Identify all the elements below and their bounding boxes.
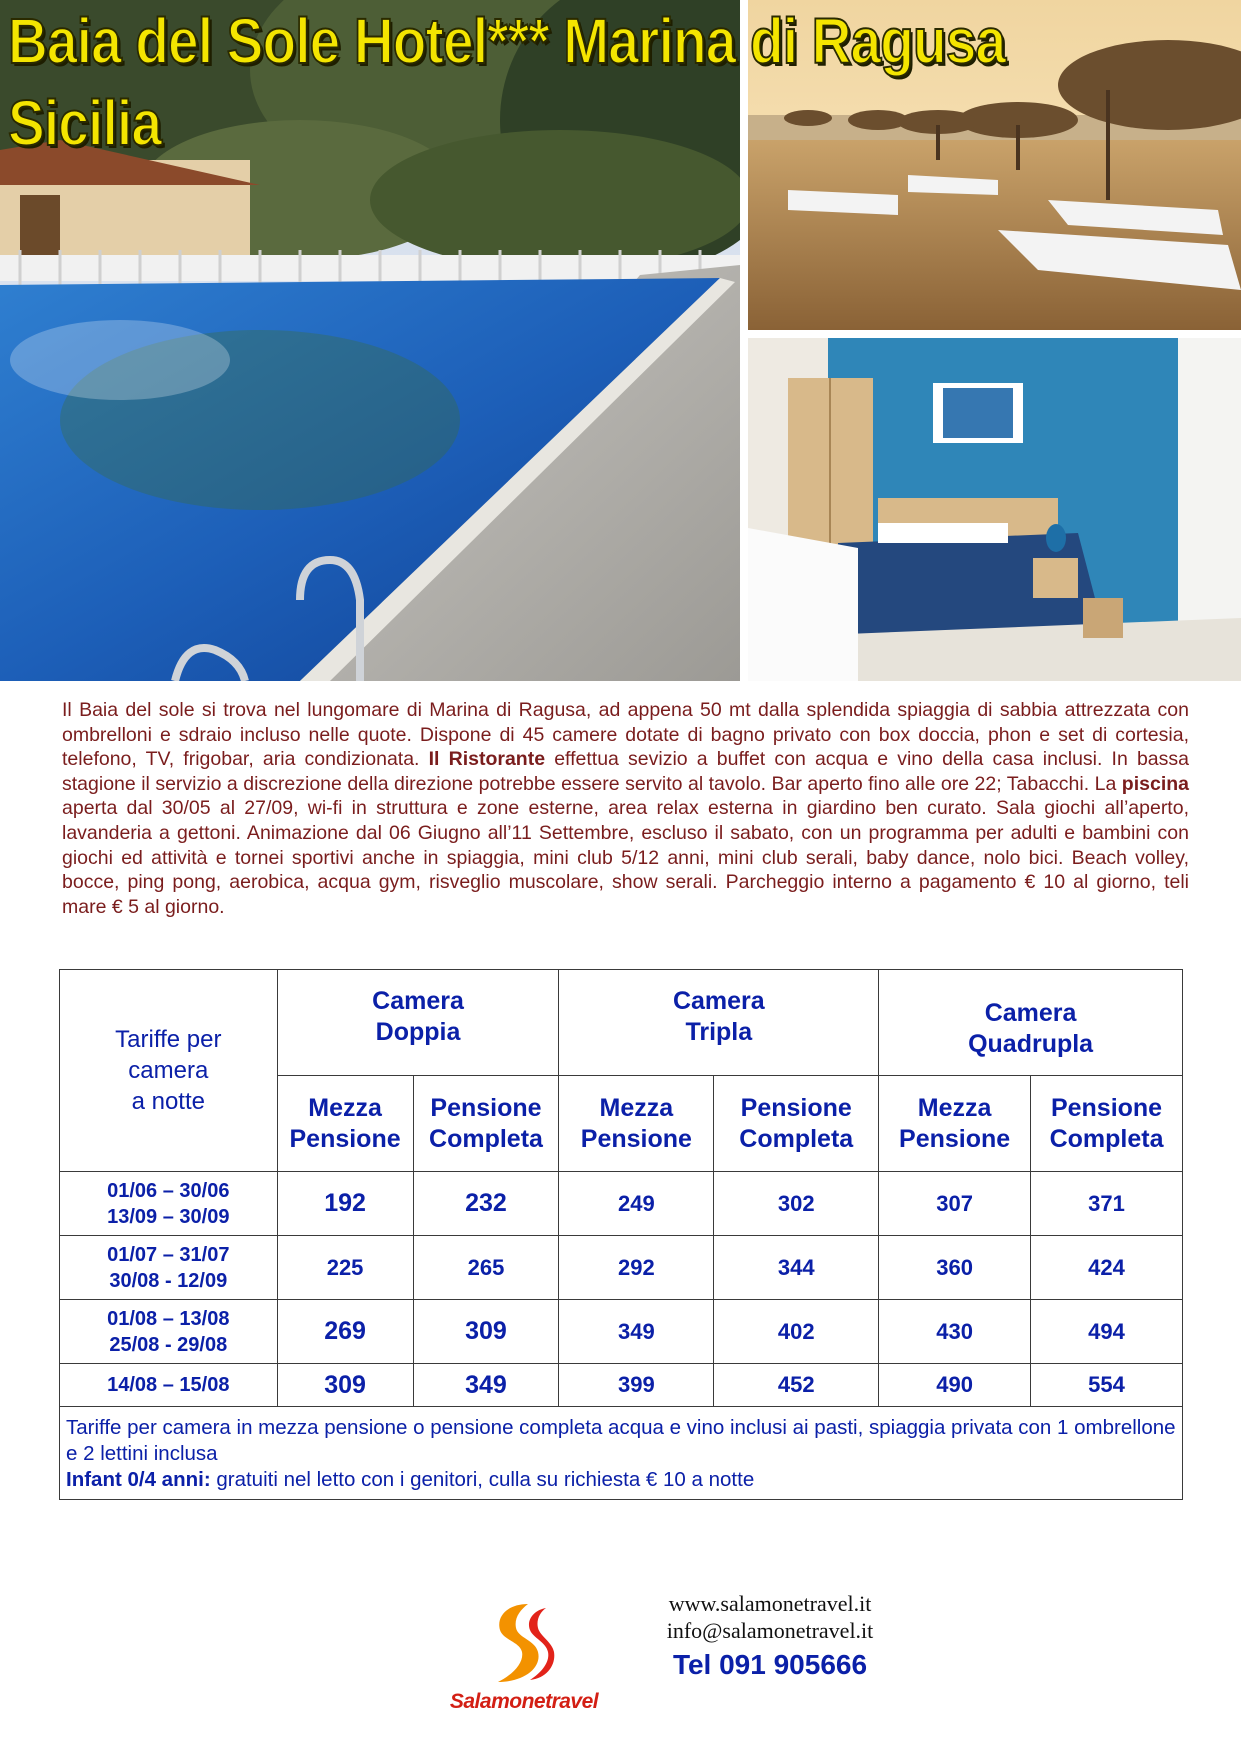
period-line: 01/06 – 30/06 bbox=[107, 1179, 230, 1202]
board-header-full bbox=[413, 1076, 559, 1172]
description-text-3: aperta dal 30/05 al 27/09, wi-fi in struttura e zone esterne, area relax esterna in giardino ben curato. Sala giochi all’aperto, lavanderia a gettoni. Animazione dal 06 Giugno all’11 Settembre, escluso il sabato, con un programma per adulti e bambini con giochi ed attività e tornei sportivi anche in spiaggia, mini club 5/12 anni, mini club serali, baby dance, nolo bici. Beach volley, bocce, ping pong, aerobica, acqua gym, risveglio muscolare, show serali. Parcheggio interno a pagamento € 10 al giorno, teli mare € 5 al giorno. bbox=[62, 797, 1189, 918]
room-header-line: Camera bbox=[372, 987, 464, 1015]
price-cell: 399 bbox=[559, 1364, 714, 1407]
price-cell: 360 bbox=[879, 1236, 1031, 1300]
price-cell: 402 bbox=[714, 1300, 879, 1364]
price-cell: 265 bbox=[413, 1236, 559, 1300]
price-cell: 371 bbox=[1031, 1172, 1183, 1236]
room-header-line: Doppia bbox=[375, 1018, 461, 1046]
price-cell: 349 bbox=[413, 1364, 559, 1407]
contact-block bbox=[600, 1590, 940, 1684]
board-header-line: Pensione bbox=[740, 1093, 852, 1122]
price-cell: 554 bbox=[1031, 1364, 1183, 1407]
email-link[interactable]: info@salamonetravel.it bbox=[666, 1618, 874, 1643]
room-header-double bbox=[277, 970, 559, 1076]
pool-highlight: piscina bbox=[1121, 772, 1189, 795]
board-header-line: Pensione bbox=[899, 1124, 1011, 1153]
rates-header-line: camera bbox=[128, 1057, 209, 1084]
price-cell: 192 bbox=[277, 1172, 413, 1236]
salamone-s-logo-icon bbox=[490, 1602, 556, 1686]
board-header-line: Completa bbox=[429, 1124, 543, 1153]
room-header-triple bbox=[559, 970, 879, 1076]
infant-label: Infant 0/4 anni: bbox=[66, 1468, 211, 1491]
hotel-description bbox=[62, 698, 1189, 919]
price-cell: 309 bbox=[413, 1300, 559, 1364]
period-cell: 14/08 – 15/08 bbox=[60, 1364, 278, 1407]
table-row bbox=[60, 1300, 1183, 1364]
price-cell: 349 bbox=[559, 1300, 714, 1364]
description-text-2: effettua sevizio a buffet con acqua e vino della casa inclusi. In bassa stagione il servizio a discrezione della direzione potrebbe essere servito al tavolo. Bar aperto fino alle ore 22; Tabacchi. La bbox=[62, 748, 1190, 795]
price-cell: 302 bbox=[714, 1172, 879, 1236]
phone-number[interactable]: Tel 091 905666 bbox=[672, 1649, 868, 1680]
room-header-line: Camera bbox=[672, 987, 765, 1015]
board-header-half bbox=[559, 1076, 714, 1172]
room-header-quadruple bbox=[879, 970, 1183, 1076]
price-cell: 494 bbox=[1031, 1300, 1183, 1364]
board-header-line: Pensione bbox=[1050, 1093, 1163, 1122]
board-header-half bbox=[277, 1076, 413, 1172]
description-text-1: Il Baia del sole si trova nel lungomare di Marina di Ragusa, ad appena 50 mt dalla splendida spiaggia di sabbia attrezzata con ombrelloni e sdraio incluso nelle quote. Dispone di 45 camere dotate di bagno privato con box doccia, phon e set di cortesia, telefono, TV, frigobar, aria condizionata. bbox=[62, 699, 1189, 771]
board-header-line: Mezza bbox=[308, 1093, 382, 1122]
room-header-line: Camera bbox=[984, 998, 1077, 1027]
price-cell: 344 bbox=[714, 1236, 879, 1300]
price-cell: 424 bbox=[1031, 1236, 1183, 1300]
board-header-half bbox=[879, 1076, 1031, 1172]
price-table bbox=[59, 969, 1183, 1500]
price-cell: 430 bbox=[879, 1300, 1031, 1364]
board-header-full bbox=[714, 1076, 879, 1172]
period-cell bbox=[60, 1300, 278, 1364]
room-photo bbox=[748, 338, 1241, 681]
brand-name: Salamonetravel bbox=[449, 1690, 599, 1713]
board-header-line: Completa bbox=[1049, 1124, 1164, 1153]
period-line: 30/08 - 12/09 bbox=[109, 1269, 228, 1292]
board-header-line: Mezza bbox=[599, 1093, 674, 1122]
period-line: 01/07 – 31/07 bbox=[107, 1243, 230, 1266]
board-header-full bbox=[1031, 1076, 1183, 1172]
room-header-line: Quadrupla bbox=[968, 1029, 1094, 1058]
notes-infant bbox=[66, 1467, 1176, 1493]
table-notes bbox=[60, 1407, 1183, 1500]
room-header-line: Tripla bbox=[685, 1018, 753, 1046]
board-header-line: Completa bbox=[739, 1124, 854, 1153]
table-row bbox=[60, 1172, 1183, 1236]
price-cell: 269 bbox=[277, 1300, 413, 1364]
salamone-travel-logo bbox=[434, 1602, 614, 1732]
table-row bbox=[60, 1236, 1183, 1300]
hotel-title: Baia del Sole Hotel*** Marina di Ragusa bbox=[8, 5, 1006, 77]
price-cell: 309 bbox=[277, 1364, 413, 1407]
period-cell bbox=[60, 1236, 278, 1300]
rates-header-line: a notte bbox=[131, 1088, 205, 1115]
infant-text: gratuiti nel letto con i genitori, culla su richiesta € 10 a notte bbox=[210, 1468, 755, 1491]
price-cell: 292 bbox=[559, 1236, 714, 1300]
period-cell bbox=[60, 1172, 278, 1236]
price-cell: 452 bbox=[714, 1364, 879, 1407]
price-cell: 307 bbox=[879, 1172, 1031, 1236]
board-header-line: Mezza bbox=[917, 1093, 992, 1122]
rates-header-cell bbox=[60, 970, 278, 1172]
price-cell: 225 bbox=[277, 1236, 413, 1300]
board-header-line: Pensione bbox=[289, 1124, 401, 1153]
period-line: 01/08 – 13/08 bbox=[107, 1307, 230, 1330]
period-line: 13/09 – 30/09 bbox=[107, 1205, 230, 1228]
price-cell: 232 bbox=[413, 1172, 559, 1236]
region-title: Sicilia bbox=[8, 87, 162, 159]
website-link[interactable]: www.salamonetravel.it bbox=[668, 1591, 872, 1616]
price-cell: 249 bbox=[559, 1172, 714, 1236]
notes-inclusions: Tariffe per camera in mezza pensione o pensione completa acqua e vino inclusi ai pasti, spiaggia privata con 1 ombrellone e 2 lettini inclusa bbox=[66, 1416, 1176, 1465]
restaurant-highlight: Il Ristorante bbox=[428, 748, 546, 771]
price-cell: 490 bbox=[879, 1364, 1031, 1407]
table-row bbox=[60, 1364, 1183, 1407]
board-header-line: Pensione bbox=[580, 1124, 692, 1153]
period-line: 25/08 - 29/08 bbox=[109, 1333, 228, 1356]
rates-header-line: Tariffe per bbox=[115, 1026, 222, 1053]
board-header-line: Pensione bbox=[430, 1093, 542, 1122]
